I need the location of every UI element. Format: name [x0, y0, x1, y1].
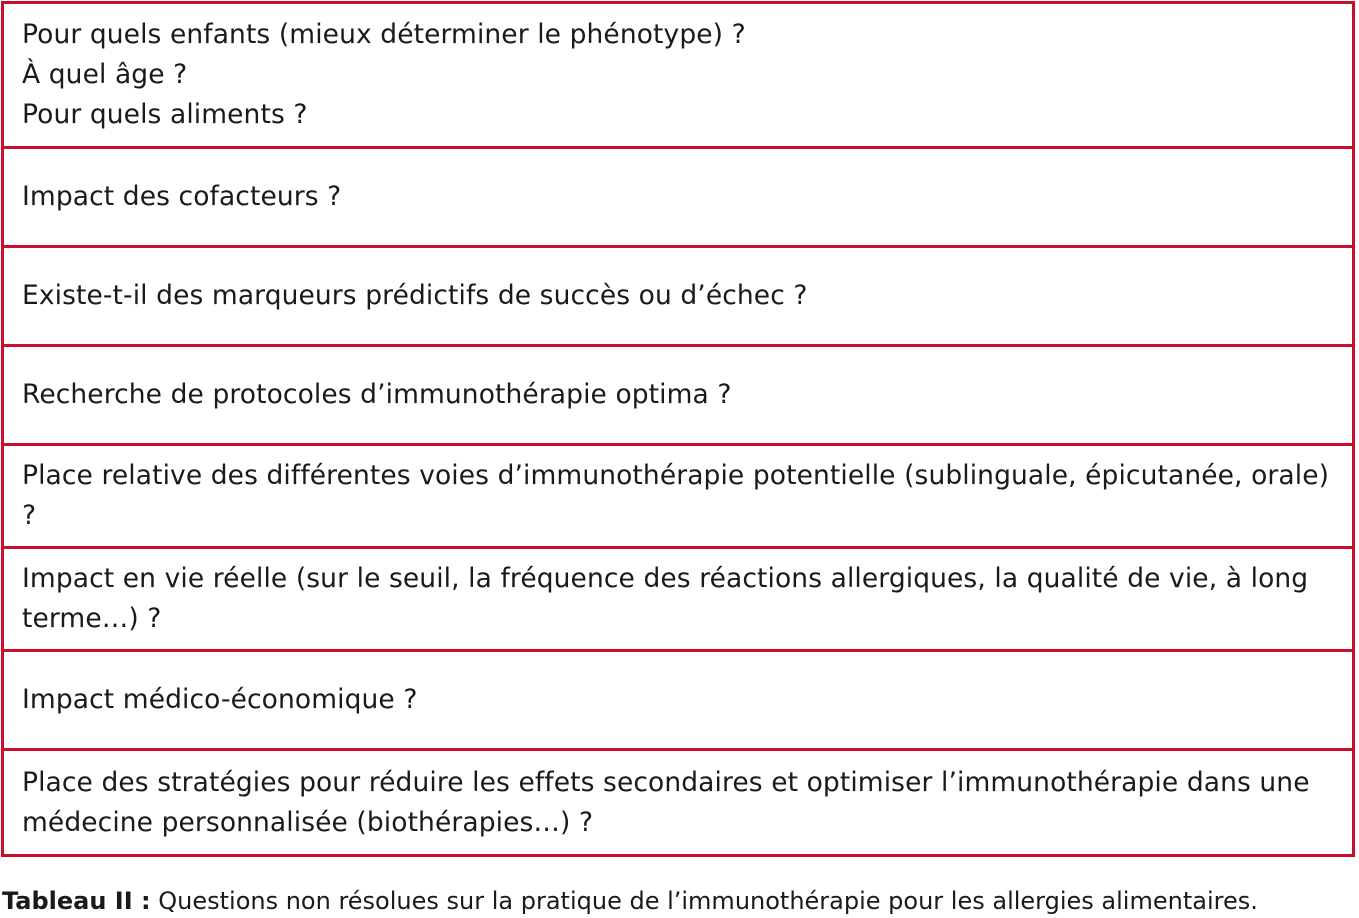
row-text: Pour quels enfants (mieux déterminer le phénotype) ? À quel âge ? Pour quels aliments ?: [22, 19, 746, 130]
row-text: Place des stratégies pour réduire les effets secondaires et optimiser l’immunothérapie dans une médecine personnalisée (biothérapies…) ?: [22, 766, 1310, 838]
row-text: Place relative des différentes voies d’immunothérapie potentielle (sublinguale, épicutanée, orale) ?: [22, 460, 1330, 531]
row-text: Impact des cofacteurs ?: [22, 181, 342, 212]
row-text: Existe-t-il des marqueurs prédictifs de succès ou d’échec ?: [22, 280, 808, 311]
caption-text: Questions non résolues sur la pratique de l’immunothérapie pour les allergies alimentaires.: [150, 887, 1258, 915]
table-row: [4, 347, 1352, 446]
table-row: [4, 751, 1352, 854]
questions-table: [1, 1, 1355, 857]
table-row: [4, 248, 1352, 347]
table-row: [4, 4, 1352, 149]
row-text: Impact en vie réelle (sur le seuil, la fréquence des réactions allergiques, la qualité de vie, à long terme…) ?: [22, 563, 1309, 634]
row-text: Impact médico-économique ?: [22, 684, 418, 715]
table-row: [4, 652, 1352, 751]
table-row: [4, 446, 1352, 549]
table-caption: [2, 886, 1258, 916]
row-text: Recherche de protocoles d’immunothérapie optima ?: [22, 379, 732, 410]
table-row: [4, 149, 1352, 248]
table-row: [4, 549, 1352, 652]
caption-label: Tableau II :: [2, 887, 151, 915]
